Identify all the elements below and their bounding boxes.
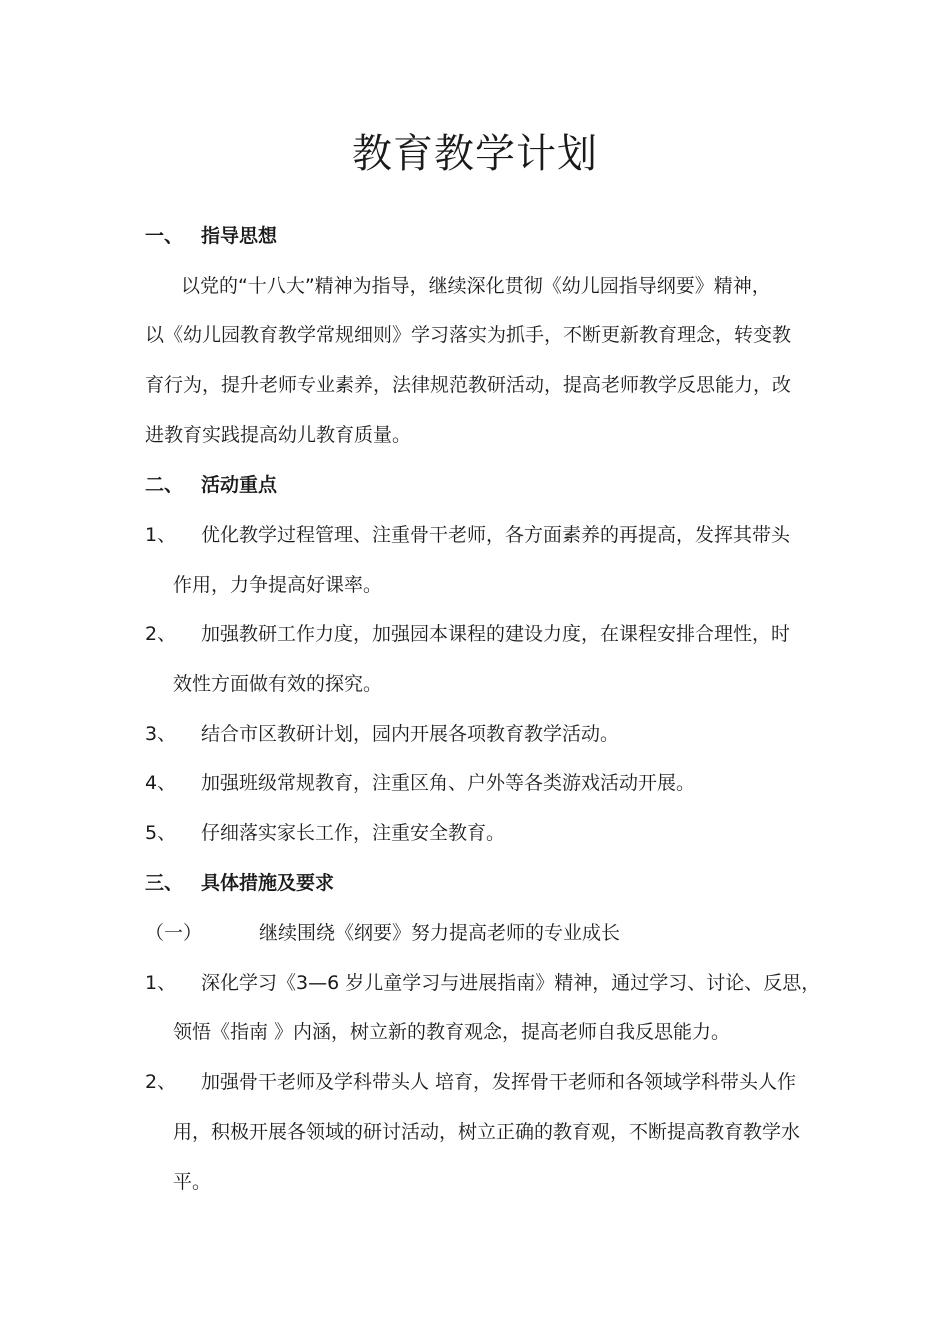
- list-item-line: 领悟《指南 》内涵，树立新的教育观念，提高老师自我反思能力。: [173, 1021, 731, 1043]
- list-item-line: 用，积极开展各领域的研讨活动，树立正确的教育观，不断提高教育教学水: [173, 1121, 801, 1143]
- list-item-line: 加强班级常规教育，注重区角、户外等各类游戏活动开展。: [201, 772, 696, 794]
- section-number: 一、: [145, 225, 184, 247]
- list-item-line: 深化学习《3—6 岁儿童学习与进展指南》精神，通过学习、讨论、反思，: [201, 972, 821, 994]
- paragraph-line: 以党的“十八大”精神为指导，继续深化贯彻《幼儿园指导纲要》精神，: [181, 275, 771, 297]
- document-title: 教育教学计划: [352, 131, 598, 177]
- paragraph-line: 育行为，提升老师专业素养，法律规范教研活动，提高老师教学反思能力，改: [145, 374, 792, 396]
- subsection-number: （一）: [145, 922, 203, 944]
- section-number: 三、: [145, 872, 184, 894]
- list-item-line: 平。: [173, 1171, 212, 1193]
- list-item-line: 加强骨干老师及学科带头人 培育，发挥骨干老师和各领域学科带头人作: [201, 1071, 797, 1093]
- list-item-line: 效性方面做有效的探究。: [173, 673, 383, 695]
- list-item-number: 4、: [145, 772, 177, 794]
- section-heading: 指导思想: [201, 225, 278, 247]
- list-item-number: 2、: [145, 1071, 177, 1093]
- list-item-number: 3、: [145, 723, 177, 745]
- list-item-line: 优化教学过程管理、注重骨干老师，各方面素养的再提高，发挥其带头: [201, 524, 791, 546]
- paragraph-line: 进教育实践提高幼儿教育质量。: [145, 424, 412, 446]
- section-heading: 具体措施及要求: [201, 872, 335, 894]
- list-item-number: 5、: [145, 822, 177, 844]
- section-number: 二、: [145, 474, 184, 496]
- list-item-number: 1、: [145, 524, 177, 546]
- paragraph-line: 以《幼儿园教育教学常规细则》学习落实为抓手，不断更新教育理念，转变教: [145, 324, 792, 346]
- list-item-line: 仔细落实家长工作，注重安全教育。: [201, 822, 506, 844]
- list-item-number: 1、: [145, 972, 177, 994]
- subsection-heading: 继续围绕《纲要》努力提高老师的专业成长: [259, 922, 621, 944]
- list-item-line: 结合市区教研计划，园内开展各项教育教学活动。: [201, 723, 620, 745]
- list-item-line: 加强教研工作力度，加强园本课程的建设力度，在课程安排合理性，时: [201, 623, 791, 645]
- section-heading: 活动重点: [201, 474, 278, 496]
- list-item-line: 作用，力争提高好课率。: [173, 574, 383, 596]
- list-item-number: 2、: [145, 623, 177, 645]
